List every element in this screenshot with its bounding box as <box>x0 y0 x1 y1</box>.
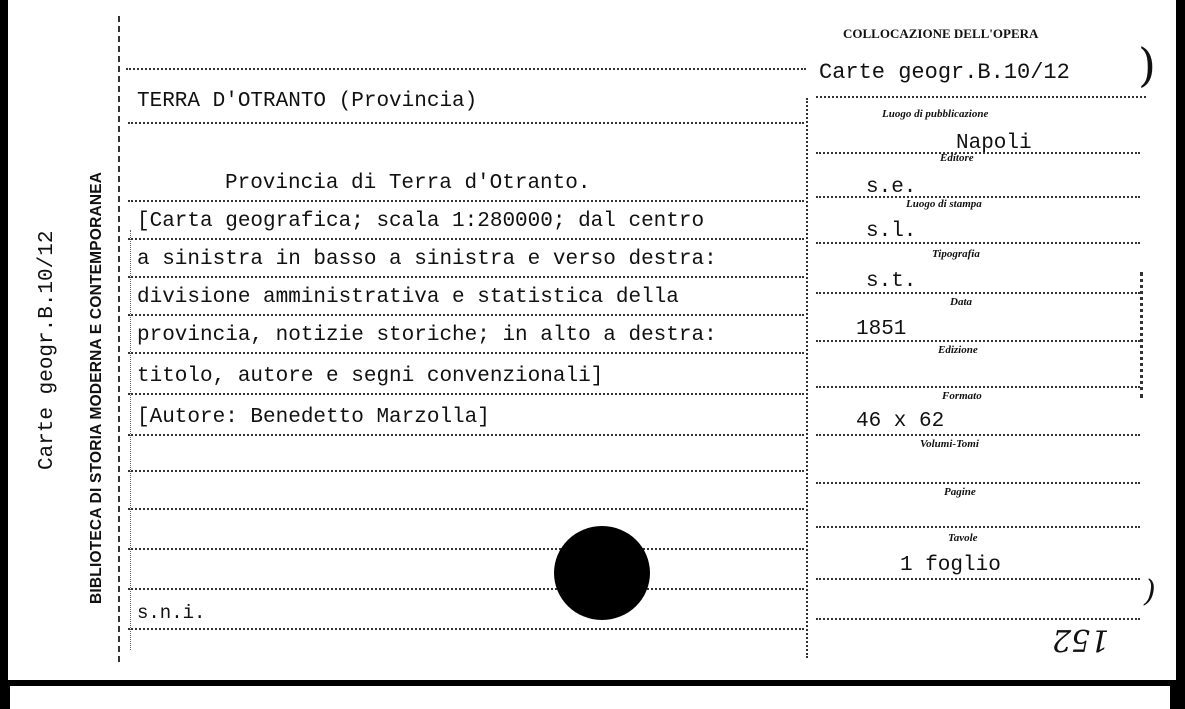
location-header: COLLOCAZIONE DELL'OPERA <box>843 26 1039 41</box>
rule-blank-2 <box>128 508 804 510</box>
rule-field-9 <box>816 526 1140 528</box>
description-line-3: divisione amministrativa e statistica della <box>137 286 679 309</box>
scan-edge-left <box>0 0 8 709</box>
rule-field-7 <box>816 434 1140 436</box>
scan-edge-bottom-gap <box>10 686 1170 709</box>
label-plates: Tavole <box>948 532 978 544</box>
description-line-1: [Carta geografica; scala 1:280000; dal centro <box>137 210 705 233</box>
value-place-of-publication: Napoli <box>956 132 1032 155</box>
side-shelfmark: Carte geogr.B.10/12 <box>36 230 59 470</box>
shelfmark: Carte geogr.B.10/12 <box>819 60 1070 85</box>
title: Provincia di Terra d'Otranto. <box>225 172 591 195</box>
value-plates: 1 foglio <box>900 554 1001 577</box>
left-margin-rule <box>118 16 120 662</box>
rule-desc-2 <box>128 276 804 278</box>
rule-bottom <box>128 628 804 630</box>
punch-hole <box>554 526 650 620</box>
rule-field-3 <box>816 242 1140 244</box>
label-volumes: Volumi-Tomi <box>920 438 979 450</box>
rule-field-6 <box>816 386 1140 388</box>
label-pages: Pagine <box>944 486 976 498</box>
rule-title <box>128 200 804 202</box>
rule-field-10 <box>816 578 1140 580</box>
rule-desc-1 <box>128 238 804 240</box>
label-place-of-printing: Luogo di stampa <box>906 198 982 210</box>
rule-field-5 <box>816 340 1140 342</box>
label-edition: Edizione <box>938 344 978 356</box>
label-place-of-publication: Luogo di pubblicazione <box>882 108 989 120</box>
bracket-mark-top: ) <box>1138 38 1156 92</box>
left-margin-rule-inner <box>130 230 131 650</box>
label-publisher: Editore <box>940 152 974 164</box>
rule-blank-1 <box>128 470 804 472</box>
value-publisher: s.e. <box>866 176 917 199</box>
rule-desc-3 <box>128 314 804 316</box>
value-date: 1851 <box>856 318 907 341</box>
rule-field-8 <box>816 482 1140 484</box>
value-format: 46 x 62 <box>856 410 945 433</box>
value-printer: s.t. <box>866 270 917 293</box>
rule-desc-5 <box>128 393 804 395</box>
value-place-of-printing: s.l. <box>866 220 917 243</box>
library-stamp: BIBLIOTECA DI STORIA MODERNA E CONTEMPORANEA <box>88 171 105 604</box>
label-format: Formato <box>942 390 982 402</box>
description-line-4: provincia, notizie storiche; in alto a destra: <box>137 324 717 347</box>
label-printer: Tipografia <box>932 248 980 260</box>
scan-edge-right <box>1176 0 1185 709</box>
description-line-5: titolo, autore e segni convenzionali] <box>137 365 604 388</box>
footer-note: s.n.i. <box>137 602 206 624</box>
bracket-mark-bottom: ) <box>1144 574 1156 609</box>
right-panel-divider <box>806 98 808 658</box>
rule-blank-4 <box>128 588 804 590</box>
heading: TERRA D'OTRANTO (Provincia) <box>137 90 478 113</box>
rule-field-4 <box>816 292 1140 294</box>
rule-field-11 <box>816 618 1140 620</box>
rule-heading <box>128 122 804 124</box>
rule-top <box>126 68 806 70</box>
rule-author <box>128 434 804 436</box>
rule-field-1 <box>816 152 1140 154</box>
rule-desc-4 <box>128 352 804 354</box>
edge-stamp-mark <box>1140 272 1147 398</box>
description-line-2: a sinistra in basso a sinistra e verso destra: <box>137 248 717 271</box>
label-date: Data <box>950 296 972 308</box>
handwritten-number: 152 <box>1052 622 1110 657</box>
author: [Autore: Benedetto Marzolla] <box>137 406 490 429</box>
rule-blank-3 <box>128 548 804 550</box>
rule-shelfmark <box>816 96 1146 98</box>
